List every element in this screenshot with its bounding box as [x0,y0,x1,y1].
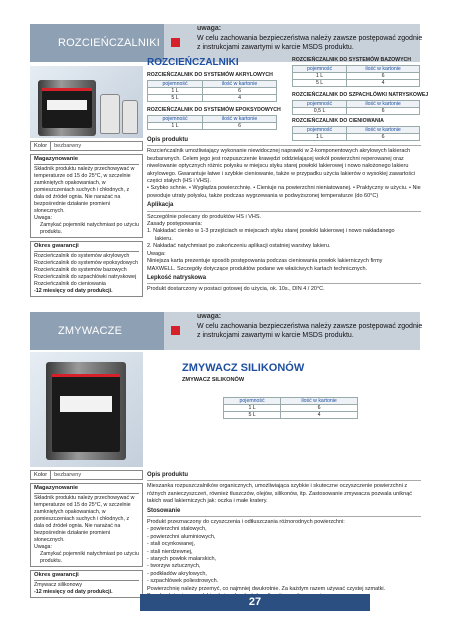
stosowanie-line: - stali ocynkowanej, [147,541,195,548]
opis-bullets: • Szybko schnie. • Wygłądza powierzchnię. • Cieniuje na powierzchni nieniatowanej. • Praktyczny w użyciu. • Nie powoduje utraty połysku, także podczas wygrzewania w podwyższonej temperaturze (do 60°C) [147,185,421,199]
stosowanie-line: Produkt przeznaczony do czyszczenia i odtłuszczania różnorodnych powierzchni: [147,519,345,526]
sidebar-bottom [30,470,143,601]
okres-months: -12 miesięcy od daty produkcji. [34,288,113,294]
list-item: Rozcieńczalnik do systemów epoksydowych [34,260,138,266]
table-title: ROZCIEŃCZALNIK DO SZPACHLÓWKI NATRYSKOWEJ [292,92,429,98]
list-item: Rozcieńczalnik do systemów bazowych [34,267,127,273]
col-header: ilość w kartonie [347,66,420,73]
bottom-banner [0,312,449,354]
magazynowanie-title: Magazynowanie [34,485,139,494]
top-main-text [147,135,421,294]
product-subtitle: ZMYWACZ SILIKONÓW [182,377,245,383]
magazynowanie-text: Składnik produktu należy przechowywać w temperaturze od 15 do 25°C, w szczelnie zamkniętych opakowaniach, w pomieszczeniach suchych i chłodnych, z dala od źródeł ognia. Nie narażać na bezpośrednie działanie promieni słonecznych. [34,166,135,214]
col-header: pojemność [224,398,281,405]
warning-icon [171,326,180,335]
okres-gwarancji-box [30,570,143,598]
table-row: 5 L 4 [293,80,420,87]
table-row: 1 L 6 [293,134,420,141]
warning-title: uwaga: [197,25,222,32]
table-row: 5 L 4 [224,412,358,419]
lepkosc-text: Produkt dostarczony w postaci gotowej do użycia, ok. 10s., DIN 4 / 20°C. [147,286,325,293]
col-header: ilość w kartonie [347,101,420,108]
magazynowanie-uwaga: Uwaga: [34,544,52,550]
magazynowanie-note: Zamykać pojemniki natychmiast po użyciu produktu. [40,551,139,564]
table-zmywacz [223,397,358,419]
kolor-row [30,141,143,151]
stosowanie-line: - tworzyw sztucznych, [147,563,201,570]
warning-title: uwaga: [197,313,222,320]
aplikacja-line: Zasady postępowania: [147,221,203,228]
col-header: pojemność [293,101,347,108]
kolor-value: bezbarwny [50,142,142,150]
col-header: pojemność [293,66,347,73]
warning-line: W celu zachowania bezpieczeństwa należy zawsze postępować zgodnie [197,35,423,42]
section-title-rozcienczalniki: ROZCIEŃCZALNIKI [30,24,164,62]
kolor-label: Kolor [34,143,48,149]
warning-box [164,312,423,350]
stosowanie-line: - szpachlówek poliestrowych. [147,578,219,585]
warning-line: z instrukcjami zawartymi w karcie MSDS produktu. [197,44,354,51]
aplikacja-line: 1. Nakładać cienko w 1-3 przejściach w miejscach styku starej powłoki lakierowej i nowo nakładanego [147,228,395,235]
table-title: ROZCIEŃCZALNIK DO CIENIOWANIA [292,118,384,124]
page-number: 27 [140,594,370,611]
aplikacja-line: Szczególnie polecany do produktów HS i VHS. [147,213,262,220]
aplikacja-line: Niniejsza karta prezentuje sposób postępowania podczas cieniowania powłok lakierniczych firmy [147,258,383,265]
table-title: ROZCIEŃCZALNIK DO SYSTEMÓW BAZOWYCH [292,57,412,63]
okres-title: Okres gwarancji [34,572,139,581]
opis-text: Rozcieńczalnik umożliwiający wykonanie niewidocznej naprawki w 2-komponentowych akrylowych lakierach bezbarwnych. Celem jego jest rozpuszczenie krawędzi oddzielającej wokół powierzchni reperowanej oraz niwelowanie optycznych różnic połysku w miejscu styku starej powłoki lakierowej i nowo nałożonego lakieru akrylowego. Gwarantuje łatwe i szybkie cieniowanie, także w przypadku użycia lakierów o wysokiej zawartości części stałych (HS i VHS). [147,148,416,185]
okres-months: -12 miesięcy od daty produkcji. [34,589,113,595]
okres-gwarancji-box [30,241,143,297]
warning-line: z instrukcjami zawartymi w karcie MSDS produktu. [197,332,354,339]
table-epoksyd [147,107,281,130]
magazynowanie-text: Składnik produktu należy przechowywać w temperaturze od 15 do 25°C, w szczelnie zamkniętych opakowaniach, w pomieszczeniach suchych i chłodnych, z dala od źródeł ognia. Nie narażać na bezpośrednie działanie promieni słonecznych. [34,495,135,543]
magazynowanie-box [30,483,143,567]
col-header: ilość w kartonie [281,398,358,405]
col-header: ilość w kartonie [203,81,277,88]
magazynowanie-title: Magazynowanie [34,156,139,165]
kolor-label: Kolor [34,472,48,478]
col-header: ilość w kartonie [347,127,420,134]
aplikacja-line: 2. Nakładać natychmiast po zakończeniu aplikacji ostatniej warstwy lakieru. [147,243,331,250]
col-header: pojemność [148,116,203,123]
opis-title: Opis produktu [147,472,421,481]
aplikacja-line: Uwaga: [147,250,166,257]
list-item: Rozcieńczalnik do cieniowania [34,281,106,287]
product-title: ROZCIEŃCZALNIKI [147,57,239,68]
stosowanie-line: - starych powłok malarskich, [147,556,217,563]
col-header: ilość w kartonie [203,116,277,123]
table-szpachlowka [292,92,428,115]
opis-title: Opis produktu [147,137,421,146]
table-row: 1 L 6 [224,405,358,412]
table-row: 1 L 6 [148,123,277,130]
aplikacja-line: MAXWELL. Szczegóły dotyczące produktów podane we właściwych kartach technicznych. [147,265,368,272]
product-title: ZMYWACZ SILIKONÓW [182,362,305,374]
col-header: pojemność [148,81,203,88]
table-row: 5 L 4 [148,95,277,102]
list-item: Zmywacz silikonowy [34,582,82,588]
table-bazowe [292,57,420,87]
magazynowanie-uwaga: Uwaga: [34,215,52,221]
okres-title: Okres gwarancji [34,243,139,252]
table-akryl [147,72,277,102]
sidebar-top [30,141,143,300]
table-title: ROZCIEŃCZALNIK DO SYSTEMÓW AKRYLOWYCH [147,72,273,78]
stosowanie-title: Stosowanie [147,508,421,517]
table-row: 0,5 L 6 [293,108,420,115]
section-title-zmywacze: ZMYWACZE [30,312,164,350]
lepkosc-title: Lepkość natryskowa [147,275,421,284]
kolor-value: bezbarwny [50,471,142,479]
table-title: ROZCIEŃCZALNIK DO SYSTEMÓW EPOKSYDOWYCH [147,107,281,113]
warning-line: W celu zachowania bezpieczeństwa należy zawsze postępować zgodnie [197,323,423,330]
warning-icon [171,38,180,47]
product-photo-cans [30,66,143,138]
stosowanie-line: - stali nierdzewnej, [147,548,193,555]
opis-text: Mieszanka rozpuszczalników organicznych, umożliwiająca szybkie i skuteczne oczyszczenie powierzchni z różnych zanieczyszczeń, również tłuszczów, olejów, silikonów, itp. Zastosowanie zmywacza pozwala uniknąć takich wad lakierniczych jak: oczka i małe kratery. [147,483,413,505]
kolor-row [30,470,143,480]
stosowanie-line: - powierzchni aluminiowych, [147,533,216,540]
list-item: Rozcieńczalnik do systemów akrylowych [34,253,130,259]
list-item: Rozcieńczalnik do szpachlówki natryskowej [34,274,137,280]
product-photo-can [30,352,143,467]
magazynowanie-note: Zamykać pojemniki natychmiast po użyciu produktu. [40,222,139,235]
magazynowanie-box [30,154,143,238]
table-row: 1 L 6 [148,88,277,95]
stosowanie-line: - powierzchni stalowych, [147,526,207,533]
aplikacja-line: lakieru. [155,235,173,242]
stosowanie-line: Powierzchnię należy przemyć, co najmniej dwukrotnie. Za każdym razem używać czystej szmatki. [147,585,386,592]
col-header: pojemność [293,127,347,134]
aplikacja-title: Aplikacja [147,202,421,211]
bottom-main-text [147,470,421,601]
table-row: 1 L 6 [293,73,420,80]
stosowanie-line: - podkładów akrylowych, [147,570,207,577]
